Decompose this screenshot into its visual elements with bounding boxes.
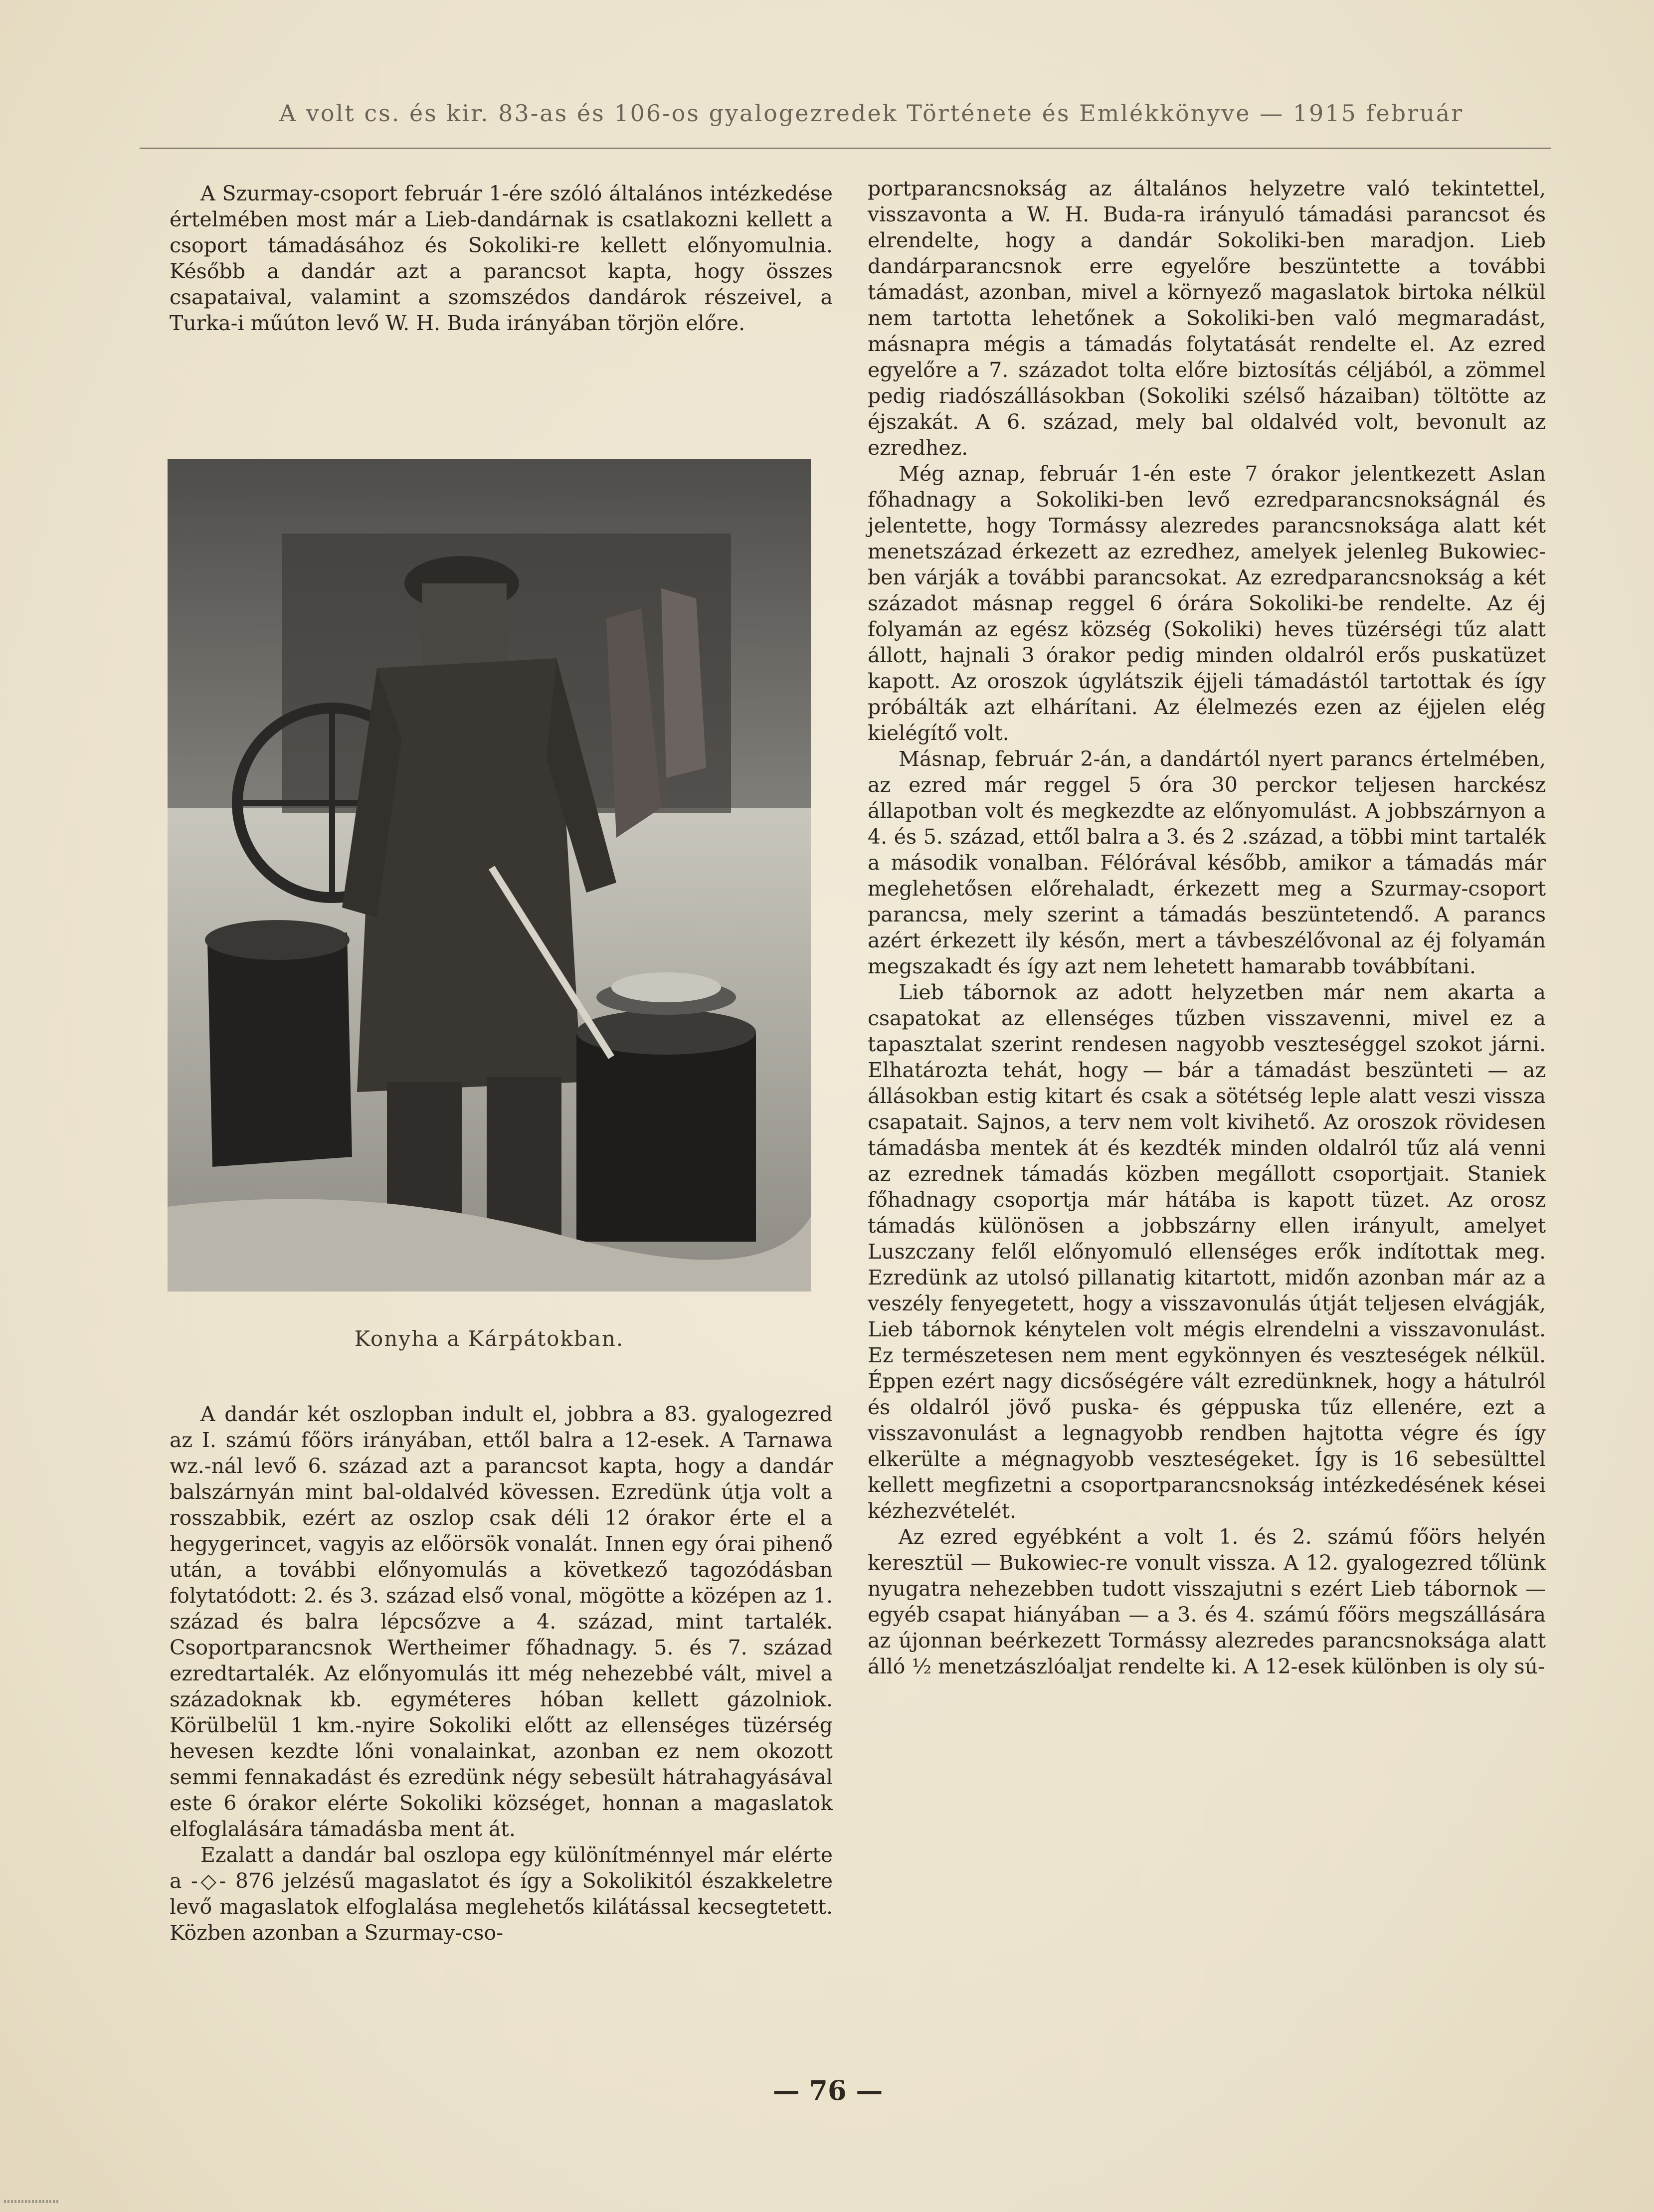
kitchen-photo [168,459,811,1291]
right-column [868,176,1546,1679]
paragraph: Még aznap, február 1-én este 7 órakor jelentkezett Aslan főhadnagy a Sokoliki-ben levő ezredparancsnokságnál és jelentette, hogy Tormássy alezredes parancsnoksága alatt két menetszázad érkezett az ezredhez, amelyek jelenleg Bukowiec-ben várják a további parancsokat. Az ezredparancsnokság a két századot másnap reggel 6 órára Sokoliki-be rendelte. Az éj folyamán az egész község (Sokoliki) heves tüzérségi tűz alatt állott, hajnali 3 órakor pedig minden oldalról erős puskatüzet kapott. Az oroszok úgylátszik éjjeli támadástól tartottak és így próbálták azt elhárítani. Az élelmezés ezen az éjjelen elég kielégítő volt. [868,462,1546,745]
photo-caption: Konyha a Kárpátokban. [354,1326,624,1351]
paragraph: Az ezred egyébként a volt 1. és 2. számú főörs helyén keresztül — Bukowiec-re vonult vissza. A 12. gyalogezred tőlünk nyugatra nehezebben tudott visszajutni s ezért Lieb tábornok — egyéb csapat hiányában — a 3. és 4. számú főörs megszállására az újonnan beérkezett Tormássy alezredes parancsnoksága alatt álló ½ menetzászlóaljat rendelte ki. A 12-esek különben is oly sú- [868,1525,1546,1678]
paragraph: portparancsnokság az általános helyzetre való tekintettel, visszavonta a W. H. Buda-ra irányuló támadási parancsot és elrendelte, hogy a dandár Sokoliki-ben maradjon. Lieb dandárparancsnok erre egyelőre beszüntette a további támadást, azonban, mivel a környező magaslatok birtoka nélkül nem tartotta lehetőnek a Sokoliki-ben való megmaradást, másnapra mégis a támadás folytatását rendelte el. Az ezred egyelőre a 7. századot tolta előre biztosítás céljából, a zömmel pedig riadószállásokban (Sokoliki szélső házaiban) töltötte az éjszakát. A 6. század, mely bal oldalvéd volt, bevonult az ezredhez. [868,177,1546,460]
running-header: A volt cs. és kir. 83-as és 106-os gyalogezredek Története és Emlékkönyve — 1915 február [279,100,1464,127]
photo-illustration [168,459,811,1291]
left-column-bottom [170,1401,833,1946]
paragraph: Ezalatt a dandár bal oszlopa egy különítménnyel már elérte a -◇- 876 jelzésű magaslatot és így a Sokolikitól északkeletre levő magaslatok elfoglalása meglehetős kilátással kecsegtetett. Közben azonban a Szurmay-cso- [170,1843,833,1945]
paragraph: A dandár két oszlopban indult el, jobbra a 83. gyalogezred az I. számú főörs irányában, ettől balra a 12-esek. A Tarnawa wz.-nál levő 6. század azt a parancsot kapta, hogy a dandár balszárnyán mint bal-oldalvéd kövessen. Ezredünk útja volt a rosszabbik, ezért az oszlop csak déli 12 órakor érte el a hegygerincet, vagyis az előörsök vonalát. Innen egy órai pihenő után, a további előnyomulás a következő tagozódásban folytatódott: 2. és 3. század első vonal, mögötte a középen az 1. század és balra lépcsőzve a 4. század, mint tartalék. Csoportparancsnok Wertheimer főhadnagy. 5. és 7. század ezredtartalék. Az előnyomulás itt még nehezebbé vált, mivel a századoknak kb. egyméteres hóban kellett gázolniok. Körülbelül 1 km.-nyire Sokoliki előtt az ellenséges tüzérség hevesen kezdte lőni vonalainkat, azonban ez nem okozott semmi fennakadást és ezredünk négy sebesült hátrahagyásával este 6 órakor elérte Sokoliki községet, honnan a magaslatok elfoglalására támadásba ment át. [170,1402,833,1841]
left-column-top [170,181,833,336]
header-rule [140,148,1551,149]
paragraph: A Szurmay-csoport február 1-ére szóló általános intézkedése értelmében most már a Lieb-dandárnak is csatlakozni kellett a csoport támadásához és Sokoliki-re kellett előnyomulnia. Később a dandár azt a parancsot kapta, hogy összes csapataival, valamint a szomszédos dandárok részeivel, a Turka-i műúton levő W. H. Buda irányában törjön előre. [170,182,833,335]
paragraph: Másnap, február 2-án, a dandártól nyert parancs értelmében, az ezred már reggel 5 óra 30 perckor teljesen harckész állapotban volt és megkezdte az előnyomulást. A jobbszárnyon a 4. és 5. század, ettől balra a 3. és 2 .század, a többi mint tartalék a második vonalban. Félórával később, amikor a támadás már meglehetősen előrehaladt, érkezett meg a Szurmay-csoport parancsa, mely szerint a támadás beszüntetendő. A parancs azért érkezett ily későn, mert a távbeszélővonal az éj folyamán megszakadt és így azt nem lehetett hamarabb továbbítani. [868,747,1546,978]
paragraph: Lieb tábornok az adott helyzetben már nem akarta a csapatokat az ellenséges tűzben visszavenni, mivel ez a tapasztalat szerint rendesen nagyobb veszteséggel szokot járni. Elhatározta tehát, hogy — bár a támadást beszünteti — az állásokban estig kitart és csak a sötétség leple alatt veszi vissza csapatait. Sajnos, a terv nem volt kivihető. Az oroszok rövidesen támadásba mentek át és kezdték minden oldalról tűz alá venni az ezrednek támadás közben megállott csoportjait. Staniek főhadnagy csoportja már hátába is kapott tüzet. Az orosz támadás különösen a jobbszárny ellen irányult, amelyet Luszczany felől előnyomuló ellenséges erők indítottak meg. Ezredünk az utolsó pillanatig kitartott, midőn azonban már az a veszély fenyegetett, hogy a visszavonulás útját teljesen elvágják, Lieb tábornok kénytelen volt mégis elrendelni a visszavonulást. Ez természetesen nem ment egykönnyen és veszteségek nélkül. Éppen ezért nagy dicsőségére vált ezredünknek, hogy a hátulról és oldalról jövő puska- és géppuska tűz ellenére, ezt a visszavonulást a legnagyobb rendben hajtotta végre és így elkerülte a mégnagyobb veszteségeket. Így is 16 sebesülttel kellett megfizetni a csoportparancsnokság intézkedésének kései kézhezvételét. [868,980,1546,1523]
page-number: — 76 — [772,2074,883,2106]
library-stamp-mark [4,2200,59,2203]
